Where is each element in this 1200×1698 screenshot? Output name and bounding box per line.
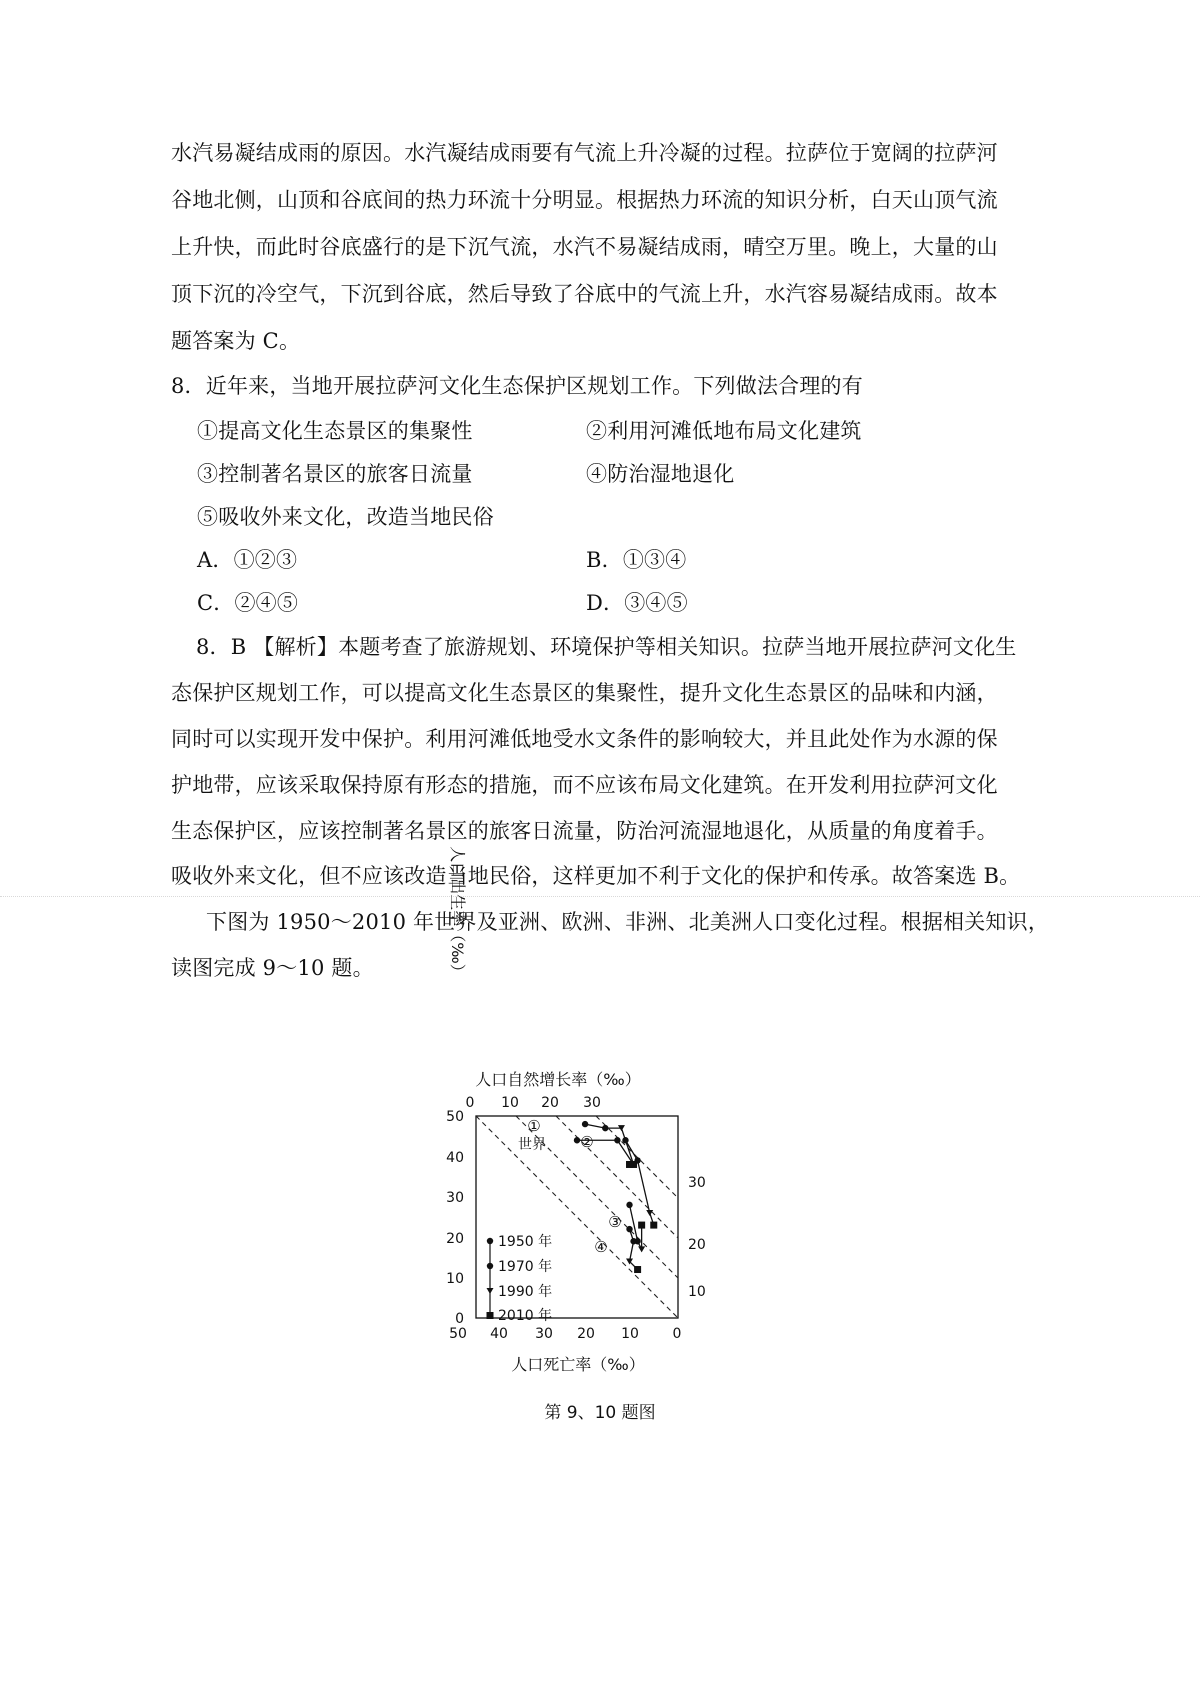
point-series1-1970: [614, 1137, 620, 1143]
option-c: C．②④⑤: [197, 591, 299, 615]
population-figure: [440, 846, 760, 1388]
top-tick-10: 10: [501, 1095, 519, 1111]
legend-marker-2010: [487, 1312, 494, 1319]
legend: [487, 1233, 553, 1324]
point-series1-1950: [574, 1137, 580, 1143]
figure-caption: 第 9、10 题图: [544, 1403, 656, 1423]
top-axis-title: 人口自然增长率（‰）: [475, 1070, 641, 1089]
explanation8-line-3: 同时可以实现开发中保护。利用河滩低地受水文条件的影响较大，并且此处作为水源的保: [171, 727, 998, 751]
top-tick-20: 20: [541, 1095, 559, 1111]
intro-line-2: 读图完成 9～10 题。: [171, 956, 374, 980]
bottom-axis-title: 人口死亡率（‰）: [511, 1355, 645, 1374]
point-series4-2010: [634, 1266, 641, 1273]
population-chart: [440, 846, 760, 1388]
point-series4-1970: [630, 1238, 636, 1244]
explanation8-line-4: 护地带，应该采取保持原有形态的措施，而不应该布局文化建筑。在开发利用拉萨河文化: [171, 773, 998, 797]
bottom-tick-10: 10: [621, 1326, 639, 1342]
explanation8-line-2: 态保护区规划工作，可以提高文化生态景区的集聚性，提升文化生态景区的品味和内涵，: [171, 681, 998, 705]
label-circle-3: ③: [608, 1213, 622, 1231]
explanation8-line-1: 8．B 【解析】本题考查了旅游规划、环境保护等相关知识。拉萨当地开展拉萨河文化生: [196, 635, 1017, 659]
top-tick-30: 30: [583, 1095, 601, 1111]
explanation8-line-5: 生态保护区，应该控制著名景区的旅客日流量，防治河流湿地退化，从质量的角度着手。: [171, 819, 998, 843]
point-series0-1950: [582, 1121, 588, 1127]
question8-item-4: ④防治湿地退化: [586, 462, 735, 486]
question8-item-2: ②利用河滩低地布局文化建筑: [586, 419, 862, 443]
intro-line-1: 下图为 1950～2010 年世界及亚洲、欧洲、非洲、北美洲人口变化过程。根据相关知识，: [206, 910, 1050, 934]
left-axis-title: 人口出生率（‰）: [448, 846, 467, 980]
left-tick-0: 0: [455, 1311, 464, 1327]
option-b: B．①③④: [586, 548, 687, 572]
right-tick-10: 10: [688, 1284, 706, 1300]
left-tick-20: 20: [446, 1231, 464, 1247]
point-series2-1990: [646, 1210, 653, 1216]
bottom-tick-40: 40: [490, 1326, 508, 1342]
bottom-tick-50: 50: [449, 1326, 467, 1342]
explanation8-line-6: 吸收外来文化，但不应该改造当地民俗，这样更加不利于文化的保护和传承。故答案选 B。: [171, 864, 1021, 888]
left-tick-40: 40: [446, 1150, 464, 1166]
point-series4-1950: [626, 1226, 632, 1232]
question8-item-3: ③控制著名景区的旅客日流量: [197, 462, 473, 486]
legend-label-2010: 2010 年: [498, 1308, 553, 1324]
right-tick-20: 20: [688, 1237, 706, 1253]
option-a: A．①②③: [197, 548, 298, 572]
page-divider: [0, 896, 1200, 897]
point-series3-1950: [626, 1202, 632, 1208]
option-d: D．③④⑤: [586, 591, 688, 615]
label-world: 世界: [518, 1137, 546, 1153]
point-series3-2010: [638, 1222, 645, 1229]
bottom-tick-0: 0: [672, 1326, 682, 1342]
point-series1-2010: [626, 1161, 633, 1168]
question8-item-1: ①提高文化生态景区的集聚性: [197, 419, 473, 443]
legend-marker-1950: [487, 1238, 493, 1244]
explanation7-line-5: 题答案为 C。: [171, 329, 301, 353]
explanation7-line-2: 谷地北侧，山顶和谷底间的热力环流十分明显。根据热力环流的知识分析，白天山顶气流: [171, 188, 998, 212]
right-tick-30: 30: [688, 1175, 706, 1191]
explanation7-line-3: 上升快，而此时谷底盛行的是下沉气流，水汽不易凝结成雨，晴空万里。晚上，大量的山: [171, 235, 998, 259]
point-series3-1990: [638, 1246, 645, 1252]
explanation7-line-1: 水汽易凝结成雨的原因。水汽凝结成雨要有气流上升冷凝的过程。拉萨位于宽阔的拉萨河: [171, 141, 998, 165]
legend-label-1950: 1950 年: [498, 1234, 553, 1250]
left-tick-50: 50: [446, 1109, 464, 1125]
legend-marker-1990: [487, 1288, 494, 1294]
point-series2-2010: [650, 1222, 657, 1229]
legend-marker-1970: [487, 1263, 493, 1269]
left-tick-10: 10: [446, 1271, 464, 1287]
legend-label-1970: 1970 年: [498, 1259, 553, 1275]
top-tick-0: 0: [465, 1095, 475, 1111]
label-circle-1: ①: [527, 1117, 541, 1135]
question8-stem: 8．近年来，当地开展拉萨河文化生态保护区规划工作。下列做法合理的有: [171, 374, 863, 398]
point-series0-1970: [602, 1125, 608, 1131]
explanation7-line-4: 顶下沉的冷空气，下沉到谷底，然后导致了谷底中的气流上升，水汽容易凝结成雨。故本: [171, 282, 998, 306]
bottom-tick-20: 20: [577, 1326, 595, 1342]
point-series2-1970: [634, 1157, 640, 1163]
bottom-tick-30: 30: [535, 1326, 553, 1342]
legend-label-1990: 1990 年: [498, 1284, 553, 1300]
point-series2-1950: [622, 1137, 628, 1143]
question8-item-5: ⑤吸收外来文化，改造当地民俗: [197, 505, 494, 529]
left-tick-30: 30: [446, 1190, 464, 1206]
label-circle-2: ②: [580, 1133, 594, 1151]
label-circle-4: ④: [594, 1238, 608, 1256]
